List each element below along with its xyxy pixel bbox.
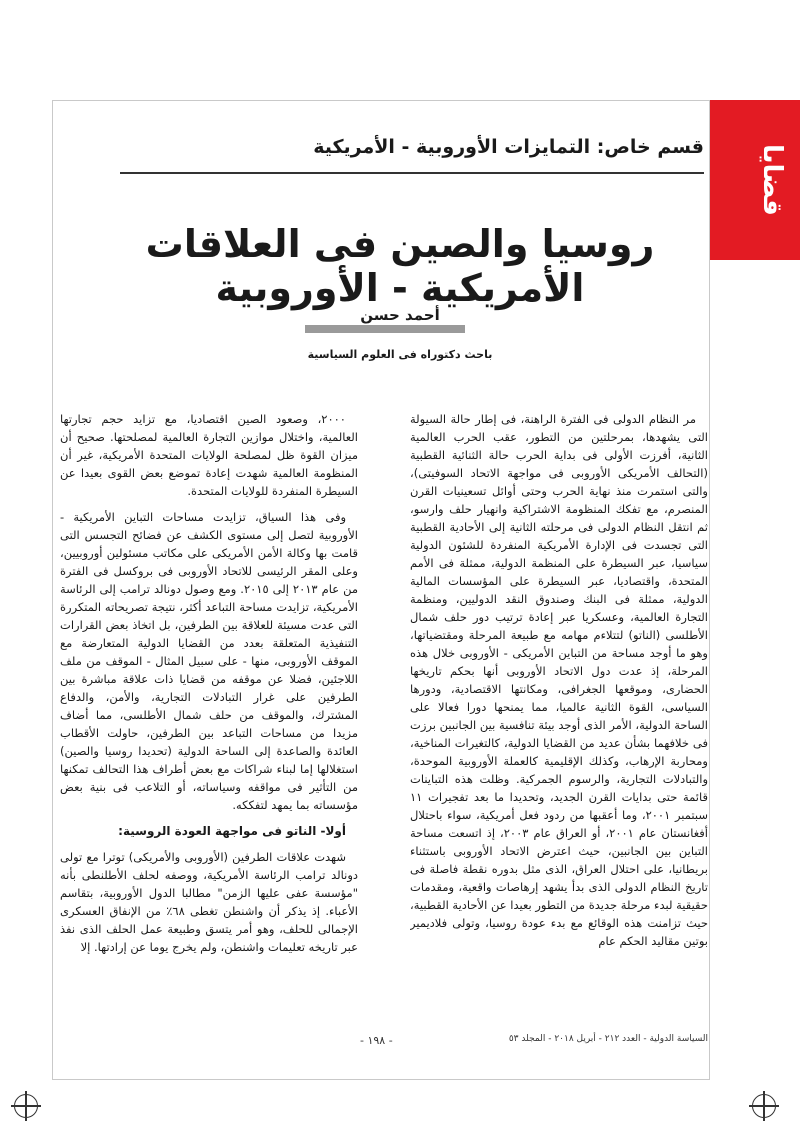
column-left: [60, 410, 358, 990]
article-title: روسيا والصين فى العلاقات الأمريكية - الأوروبية: [145, 222, 655, 310]
section-divider: [120, 172, 704, 174]
author-name: أحمد حسن: [360, 306, 440, 324]
registration-mark-icon: [752, 1094, 776, 1118]
column-right: [410, 410, 708, 990]
registration-mark-icon: [14, 1094, 38, 1118]
paragraph: ٢٠٠٠، وصعود الصين اقتصاديا، مع تزايد حجم تجارتها العالمية، واختلال موازين التجارة العالمية لمصلحتها. صحيح أن ميزان القوة ظل لمصلحة الولايات المتحدة الأمريكية، غير أن المنظومة العالمية شهدت إعادة تموضع بعض القوى بعيدا عن السيطرة المنفردة للولايات المتحدة.: [60, 412, 358, 498]
paragraph: شهدت علاقات الطرفين (الأوروبى والأمريكى) توترا مع تولى دونالد ترامب الرئاسة الأمريكية، ووصفه لحلف الأطلنطى بأنه "مؤسسة عفى عليها الزمن" مطالبا الدول الأوروبية، بتقاسم الأعباء. إذ يذكر أن واشنطن تغطى ٦٨٪ من الإنفاق العسكرى الإجمالى للحلف، وهو أمر يتسق وطبيعة عمل الحلف الذى نفذ عبر تاريخه تعليمات واشنطن، ولم يخرج يوما عن إرادتها. إلا: [60, 850, 358, 954]
page-number: - ١٩٨ -: [360, 1034, 393, 1047]
author-affiliation: باحث دكتوراه فى العلوم السياسية: [307, 348, 493, 361]
journal-footer: السياسة الدولية - العدد ٢١٢ - أبريل ٢٠١٨ - المجلد ٥٣: [508, 1034, 708, 1044]
section-heading: قسم خاص: التمايزات الأوروبية - الأمريكية: [313, 136, 704, 158]
section-tab: [710, 100, 800, 260]
section-tab-label: قضايا: [757, 144, 787, 216]
paragraph: وفى هذا السياق، تزايدت مساحات التباين الأمريكية - الأوروبية لتصل إلى مستوى الكشف عن فضائح التجسس التى قامت بها وكالة الأمن الأمريكى على مكاتب مسئولين أوروبيين، وعلى المقر الرئيسى للاتحاد الأوروبى فى بروكسل فى الفترة من عام ٢٠١٣ إلى ٢٠١٥. ومع وصول دونالد ترامب إلى الرئاسة الأمريكية، تزايدت مساحة التباعد أكثر، نتيجة تصريحاته المتكررة التى عدت مسيئة للعلاقة بين الطرفين، بل اتخاذ بعض القرارات التنفيذية المتعلقة بعدد من القضايا الدولية المتعارضة مع الموقف الأوروبى، منها - على سبيل المثال - الموقف من ملف اللاجئين، فضلا عن موقفه من قضايا ذات علاقة مباشرة بين الطرفين على غرار التبادلات التجارية، والأمن، والدفاع المشترك، والموقف من حلف شمال الأطلسى، مما أضاف مزيدا من مساحات التباعد بين الطرفين، حاولت الأقطاب العائدة والصاعدة إلى الساحة الدولية (تحديدا روسيا والصين) استغلالها إما لبناء شراكات مع بعض أطراف هذا التحالف تمكنها من التأثير فى مواقفه وسياساته، أو التلاعب فى بنية بعض مؤسساته بما يمهد لتفككه.: [60, 510, 358, 812]
paragraph: مر النظام الدولى فى الفترة الراهنة، فى إطار حالة السيولة التى يشهدها، بمرحلتين من التطور، عقب الحرب العالمية الثانية، أفرزت الأولى فى بداية الحرب حالة الثنائية القطبية (التحالف الأمريكى الأوروبى فى مواجهة الاتحاد السوفيتى)، والتى استمرت منذ نهاية الحرب وحتى أوائل تسعينيات القرن المنصرم، مع تفكك المنظومة الاشتراكية وانهيار حلف وارسو، ثم انتقل النظام الدولى فى مرحلته الثانية إلى الأحادية القطبية التى تجسدت فى الإدارة الأمريكية المنفردة للشئون الدولية سياسيا، عبر السيطرة على المنظمة الدولية، ممثلة فى الأمم المتحدة، واقتصاديا، عبر السيطرة على المؤسسات المالية الدولية، ممثلة فى البنك وصندوق النقد الدوليين، ومنظمة التجارة العالمية، وعسكريا عبر إعادة ترتيب دور حلف شمال الأطلسى (الناتو) لتتلاءم مهامه مع طبيعة المرحلة ومقتضياتها، وهو ما أوجد مساحة من التباين الأمريكى - الأوروبى خلال هذه المرحلة، إذ عدت دول الاتحاد الأوروبى أنها بحكم تاريخها الحضارى، وموقعها الجغرافى، ومكانتها الاقتصادية، ودورها السياسى، القوة الثانية عالميا، مما يمنحها دورا فعالا على الساحة الدولية، الأمر الذى أوجد بيئة تنافسية بين الجانبين برزت فى خلافهما بشأن عديد من القضايا الدولية، كالتغيرات المناخية، ومحاربة الإرهاب، وكذلك الإقليمية كالعملة الأوروبية الموحدة، والتبادلات التجارية، والرسوم الجمركية. وظلت هذه التباينات قائمة حتى بدايات القرن الجديد، وتحديدا ما بعد تفجيرات ١١ سبتمبر ٢٠٠١، وما أعقبها من ردود فعل أمريكية، سواء باحتلال أفغانستان عام ٢٠٠١، أو العراق عام ٢٠٠٣، إذ اتسعت مساحة التباين بين الجانبين، حيث اعترض الاتحاد الأوروبى باستثناء بريطانيا، على احتلال العراق، الذى مثل بدوره نقطة فاصلة فى تاريخ النظام الدولى الذى بدأ يشهد إرهاصات واقعية، ومقدمات حقيقية لبدء مرحلة جديدة من التطور بعيدا عن الأحادية القطبية، حيث تزامنت هذه الوقائع مع بدء عودة روسيا، وتولى فلاديمير بوتين مقاليد الحكم عام: [410, 412, 708, 948]
subheading: أولا- الناتو فى مواجهة العودة الروسية:: [118, 824, 346, 838]
author-bar: [305, 325, 465, 333]
